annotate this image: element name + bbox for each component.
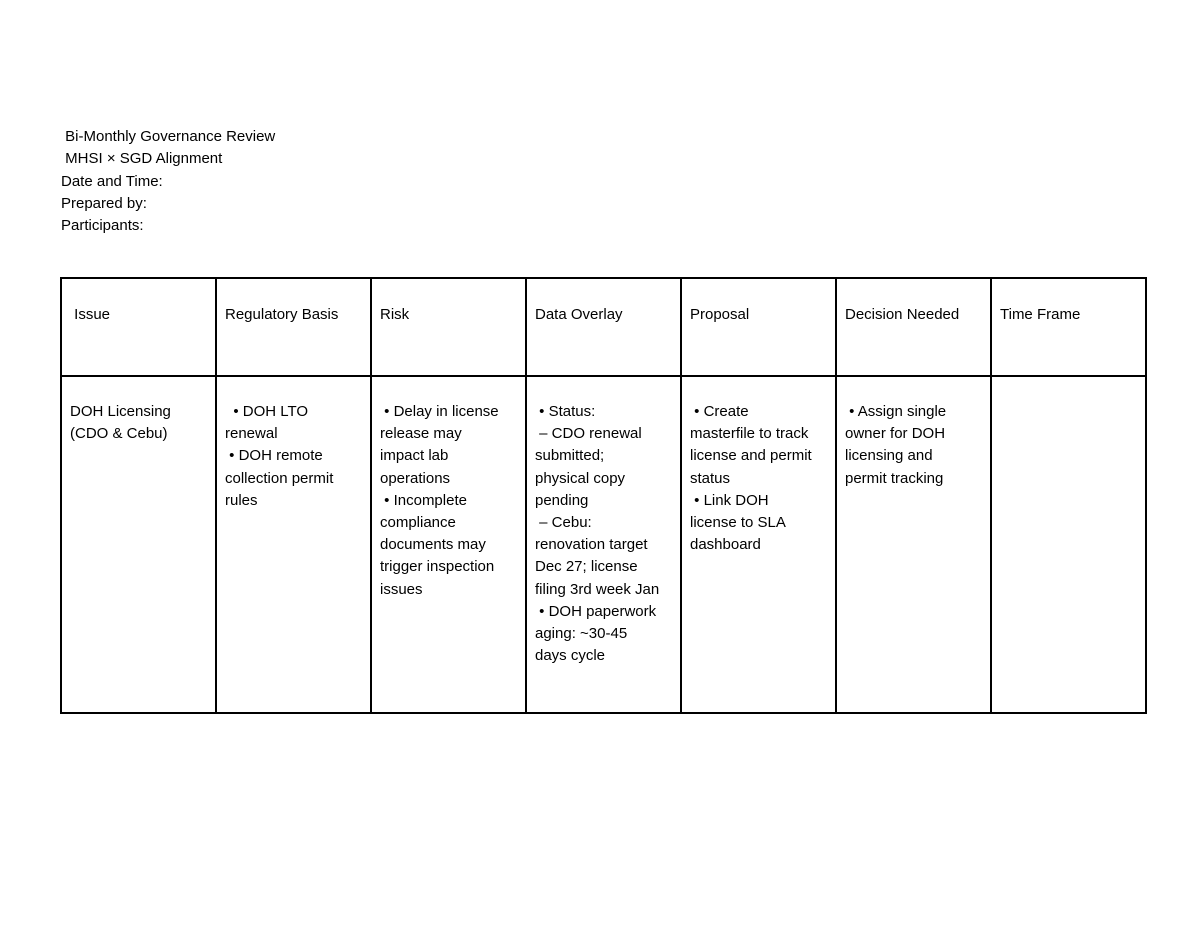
cell-text-line: • Status:: [535, 403, 596, 420]
header-cell-proposal: [681, 278, 836, 376]
cell-text-line: renewal: [225, 425, 278, 443]
cell-text-line: – CDO renewal: [535, 425, 642, 443]
cell-text-line: operations: [380, 469, 451, 487]
document-header: [61, 126, 275, 237]
cell-text-line: • Incomplete: [380, 491, 467, 509]
cell-text-line: license and permit: [690, 447, 812, 465]
cell-text-line: • DOH remote: [225, 447, 323, 465]
column-header: Issue: [70, 306, 111, 323]
cell-text-line: owner for DOH: [845, 425, 946, 443]
cell-text-line: issues: [380, 580, 423, 598]
cell-text-line: licensing and: [845, 447, 933, 465]
column-header: Decision Needed: [845, 306, 960, 323]
header-cell-regulatory-basis: [216, 278, 371, 376]
cell-text-line: aging: ~30-45: [535, 625, 628, 643]
cell-issue: [61, 376, 216, 713]
header-cell-time-frame: [991, 278, 1146, 376]
cell-decision-needed: [836, 376, 991, 713]
governance-table: [60, 277, 1147, 714]
cell-text-line: documents may: [380, 536, 486, 554]
cell-text-line: collection permit: [225, 469, 334, 487]
cell-time-frame: [991, 376, 1146, 713]
cell-text-line: • Create: [690, 403, 749, 420]
cell-text-line: • DOH LTO: [225, 403, 309, 420]
cell-text-line: Dec 27; license: [535, 558, 638, 576]
cell-text-line: (CDO & Cebu): [70, 425, 168, 443]
document-title: Bi-Monthly Governance Review: [61, 128, 276, 145]
column-header: Regulatory Basis: [225, 306, 339, 323]
cell-text-line: days cycle: [535, 647, 606, 665]
cell-regulatory-basis: [216, 376, 371, 713]
cell-text-line: DOH Licensing: [70, 403, 171, 420]
column-header: Proposal: [690, 306, 750, 323]
cell-text-line: trigger inspection: [380, 558, 495, 576]
header-cell-risk: [371, 278, 526, 376]
table-header-row: [61, 278, 1146, 376]
cell-text-line: – Cebu:: [535, 514, 592, 532]
cell-text-line: • DOH paperwork: [535, 602, 657, 620]
cell-text-line: permit tracking: [845, 469, 944, 487]
document-subtitle: MHSI × SGD Alignment: [61, 150, 223, 168]
cell-text-line: dashboard: [690, 536, 761, 554]
cell-text-line: physical copy: [535, 469, 626, 487]
cell-text-line: renovation target: [535, 536, 648, 554]
header-cell-data-overlay: [526, 278, 681, 376]
cell-text-line: filing 3rd week Jan: [535, 580, 660, 598]
prepared-by-label: Prepared by:: [61, 194, 147, 212]
cell-text-line: release may: [380, 425, 462, 443]
cell-text-line: rules: [225, 491, 258, 509]
header-cell-issue: [61, 278, 216, 376]
cell-text-line: license to SLA: [690, 514, 786, 532]
cell-text-line: impact lab: [380, 447, 449, 465]
column-header: Data Overlay: [535, 306, 623, 323]
cell-text-line: submitted;: [535, 447, 605, 465]
cell-text-line: • Link DOH: [690, 491, 769, 509]
cell-text-line: masterfile to track: [690, 425, 809, 443]
cell-risk: [371, 376, 526, 713]
cell-text-line: status: [690, 469, 731, 487]
cell-proposal: [681, 376, 836, 713]
cell-text-line: • Assign single: [845, 403, 947, 420]
column-header: Time Frame: [1000, 306, 1081, 323]
date-time-label: Date and Time:: [61, 172, 163, 190]
table-row: [61, 376, 1146, 713]
cell-text-line: compliance: [380, 514, 456, 532]
cell-text-line: pending: [535, 491, 589, 509]
cell-text-line: • Delay in license: [380, 403, 499, 420]
column-header: Risk: [380, 306, 410, 323]
cell-data-overlay: [526, 376, 681, 713]
header-cell-decision-needed: [836, 278, 991, 376]
participants-label: Participants:: [61, 217, 144, 235]
